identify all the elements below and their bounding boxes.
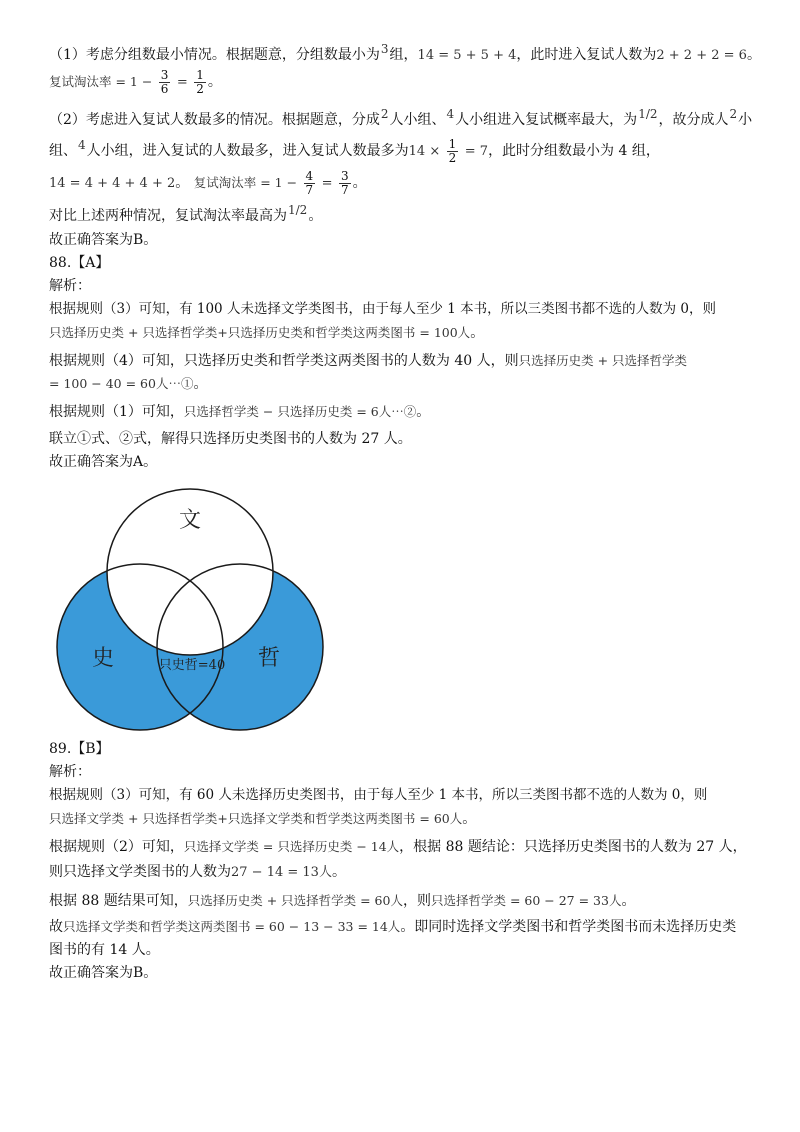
q87-part2-line2: 组、4人小组，进入复试的人数最多，进入复试人数最多为14 × $\frac{1}{2}$ = 7，此时分组数最小为 4 组， — [49, 136, 660, 165]
document-body — [49, 44, 759, 474]
q87-answer: 故正确答案为B。 — [49, 232, 158, 248]
q89-from-88: 根据 88 题结果可知，只选择历史类 + 只选择哲学类 = 60人，则只选择哲学类 = 60 − 27 = 33人。 — [49, 893, 636, 909]
q87-part1-rate: 复试淘汰率 = 1 − $\frac{3}{6}$ = $\frac{1}{2}$ 。 — [49, 67, 222, 96]
q88-rule1: 根据规则（1）可知，只选择哲学类 − 只选择历史类 = 6人⋯②。 — [49, 404, 431, 420]
fraction: $\frac{3}{6}$ — [160, 67, 169, 96]
q89-analysis-label: 解析： — [49, 764, 91, 780]
q87-part1-line1: （1）考虑分组数最小情况。根据题意，分组数最小为3组，14 = 5 + 5 + 4，此时进入复试人数为2 + 2 + 2 = 6。 — [49, 42, 761, 63]
q89-conclusion: 故只选择文学类和哲学类这两类图书 = 60 − 13 − 33 = 14人。即同时选择文学类图书和哲学类图书而未选择历史类 — [49, 919, 737, 935]
q88-title: 88.【A】 — [49, 255, 110, 271]
q87-part2-line1: （2）考虑进入复试人数最多的情况。根据题意，分成2人小组、4人小组进入复试概率最大，为1/2，故分成人2小 — [49, 107, 753, 128]
q88-combine: 联立①式、②式，解得只选择历史类图书的人数为 27 人。 — [49, 431, 412, 447]
q88-rule3-eq: 只选择历史类 + 只选择哲学类+只选择历史类和哲学类这两类图书 = 100人。 — [49, 325, 485, 341]
label-history: 史 — [91, 646, 115, 671]
q88-rule4-eq: = 100 − 40 = 60人⋯①。 — [49, 376, 208, 392]
q87-compare: 对比上述两种情况，复试淘汰率最高为1/2。 — [49, 203, 323, 224]
q88-rule4: 根据规则（4）可知，只选择历史类和哲学类这两类图书的人数为 40 人，则只选择历史类 + 只选择哲学类 — [49, 353, 688, 369]
q89-conclusion-cont: 图书的有 14 人。 — [49, 942, 160, 958]
q87-part2-line3: 14 = 4 + 4 + 4 + 2。 复试淘汰率 = 1 − $\frac{4}{7}$ = $\frac{3}{7}$ 。 — [49, 168, 367, 197]
q89-answer: 故正确答案为B。 — [49, 965, 158, 981]
venn-diagram — [55, 482, 325, 747]
q89-rule2: 根据规则（2）可知，只选择文学类 = 只选择历史类 − 14人，根据 88 题结论：只选择历史类图书的人数为 27 人， — [49, 839, 747, 855]
label-history-philosophy-only: 只史哲=40 — [158, 658, 226, 673]
q88-answer: 故正确答案为A。 — [49, 454, 158, 470]
q89-rule3-eq: 只选择文学类 + 只选择哲学类+只选择文学类和哲学类这两类图书 = 60人。 — [49, 811, 477, 827]
q89-title: 89.【B】 — [49, 741, 110, 757]
label-literature: 文 — [178, 508, 202, 533]
q89-rule2-result: 则只选择文学类图书的人数为27 − 14 = 13人。 — [49, 864, 346, 880]
q89-rule3: 根据规则（3）可知，有 60 人未选择历史类图书，由于每人至少 1 本书，所以三类图书都不选的人数为 0，则 — [49, 787, 708, 803]
q88-rule3: 根据规则（3）可知，有 100 人未选择文学类图书，由于每人至少 1 本书，所以三类图书都不选的人数为 0，则 — [49, 301, 716, 317]
fraction: $\frac{4}{7}$ — [305, 168, 314, 197]
q88-analysis-label: 解析： — [49, 278, 91, 294]
fraction: $\frac{3}{7}$ — [340, 168, 349, 197]
label-philosophy: 哲 — [257, 646, 281, 671]
fraction: $\frac{1}{2}$ — [196, 67, 204, 96]
q89-section — [49, 738, 759, 985]
fraction: $\frac{1}{2}$ — [448, 136, 457, 165]
